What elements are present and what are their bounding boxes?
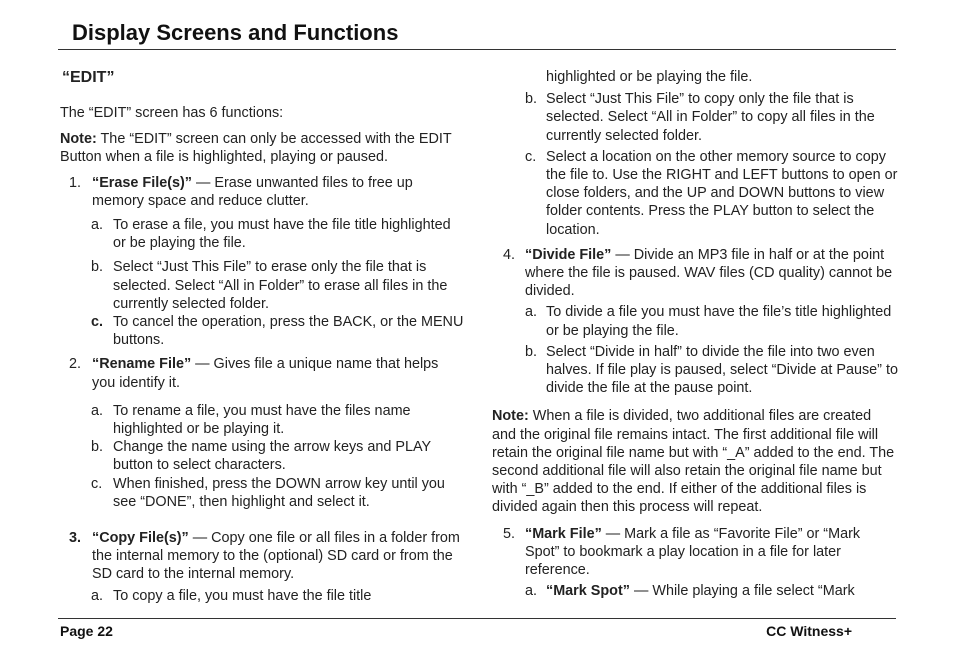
- sub-letter: a.: [91, 217, 104, 234]
- note-divide: [492, 407, 898, 516]
- sub-text: Select “Just This File” to copy only the file that is selected. Select “All in Folder” to copy all files in the currently selected folder.: [546, 91, 875, 144]
- left-column: [60, 68, 464, 605]
- right-column: [492, 68, 898, 600]
- note-edit-access: [60, 130, 464, 166]
- sub-item: [60, 587, 464, 605]
- sub-item: [492, 148, 898, 239]
- note-label: Note:: [60, 131, 97, 148]
- item-title: “Erase File(s)”: [92, 174, 192, 191]
- sub-item: [60, 216, 464, 252]
- item-title: “Copy File(s)”: [92, 530, 189, 547]
- item-number: 4.: [503, 246, 516, 263]
- item-title: “Rename File”: [92, 356, 192, 373]
- sub-text: Select “Divide in half” to divide the file into two even halves. If file play is paused, select “Divide at Pause” to divide the file at the pause point.: [546, 343, 898, 397]
- list-item-divide: [492, 246, 898, 301]
- sub-item: [492, 582, 898, 600]
- note-label: Note:: [492, 408, 529, 425]
- sub-text: To divide a file you must have the file’s title highlighted or be playing the file.: [546, 304, 892, 339]
- sub-item: [492, 90, 898, 145]
- note-text: When a file is divided, two additional files are created and the original file remains intact. The first additional file will retain the original file name but with “_A” added to the end. The second additional file will also retain the original file name but with “_B” added to the end. If either of the additional files is divided again then this process will repeat.: [492, 408, 895, 516]
- sub-letter: b.: [91, 259, 104, 276]
- sub-text: When finished, press the DOWN arrow key until you see “DONE”, then highlight and select it.: [113, 475, 445, 510]
- sub-item-continued: highlighted or be playing the file.: [546, 69, 753, 85]
- sub-text: To copy a file, you must have the file title: [113, 587, 372, 604]
- sub-text: To cancel the operation, press the BACK, or the MENU buttons.: [113, 314, 464, 349]
- product-name: CC Witness+: [766, 623, 852, 639]
- section-title: “EDIT”: [62, 69, 115, 86]
- item-text: — Copy one file or all files in a folder from the internal memory to the (optional) SD card or from the SD card to the internal memory.: [92, 530, 460, 583]
- sub-letter: a.: [91, 402, 104, 419]
- item-number: 1.: [69, 174, 82, 191]
- list-item-erase: [60, 174, 464, 210]
- sub-text: Change the name using the arrow keys and PLAY button to select characters.: [113, 439, 431, 474]
- sub-text: Select a location on the other memory source to copy the file to. Use the RIGHT and LEFT buttons to open or close folders, and the UP and DOWN buttons to view folder contents. Press the PLAY button to select the location.: [546, 148, 898, 238]
- sub-item: [60, 258, 464, 313]
- item-title: “Mark File”: [525, 525, 602, 542]
- item-number: 5.: [503, 525, 516, 542]
- list-item-rename: [60, 355, 464, 391]
- sub-item: [60, 313, 464, 349]
- item-number: 2.: [69, 356, 82, 373]
- footer-rule: [58, 618, 896, 619]
- header-rule: [58, 49, 896, 50]
- sub-letter: b.: [525, 343, 538, 360]
- sub-letter: c.: [525, 148, 537, 165]
- sub-letter: a.: [525, 304, 538, 321]
- sub-letter: a.: [525, 583, 538, 600]
- sub-letter: b.: [91, 439, 104, 456]
- sub-item: [492, 343, 898, 398]
- sub-item: [60, 438, 464, 474]
- note-text: The “EDIT” screen can only be accessed with the EDIT Button when a file is highlighted, playing or paused.: [60, 131, 452, 166]
- sub-letter: b.: [525, 91, 538, 108]
- item-title: “Divide File”: [525, 246, 612, 263]
- item-number: 3.: [69, 530, 82, 547]
- list-item-mark: [492, 525, 898, 580]
- page-number: Page 22: [60, 623, 113, 639]
- sub-title: “Mark Spot”: [546, 583, 630, 600]
- sub-text: Select “Just This File” to erase only the file that is selected. Select “All in Folder” to erase all files in the currently selected folder.: [113, 259, 448, 312]
- sub-item: [492, 303, 898, 339]
- page-header-title: Display Screens and Functions: [72, 20, 399, 45]
- sub-item: [60, 475, 464, 511]
- sub-item: [60, 402, 464, 438]
- intro-text: The “EDIT” screen has 6 functions:: [60, 105, 284, 121]
- sub-letter: a.: [91, 587, 104, 604]
- item-text: — Erase unwanted files to free up memory space and reduce clutter.: [92, 174, 413, 209]
- sub-letter: c.: [91, 475, 103, 492]
- sub-text: To rename a file, you must have the files name highlighted or be playing it.: [113, 402, 411, 438]
- item-text: — Gives file a unique name that helps you identify it.: [92, 356, 439, 391]
- sub-text: To erase a file, you must have the file title highlighted or be playing the file.: [113, 217, 451, 252]
- sub-text: — While playing a file select “Mark: [629, 583, 855, 600]
- item-text: — Divide an MP3 file in half or at the point where the file is paused. WAV files (CD quality) cannot be divided.: [525, 246, 893, 300]
- list-item-copy: [60, 529, 464, 584]
- sub-letter: c.: [91, 314, 104, 331]
- item-text: — Mark a file as “Favorite File” or “Mark Spot” to bookmark a play location in a file for later reference.: [525, 525, 861, 579]
